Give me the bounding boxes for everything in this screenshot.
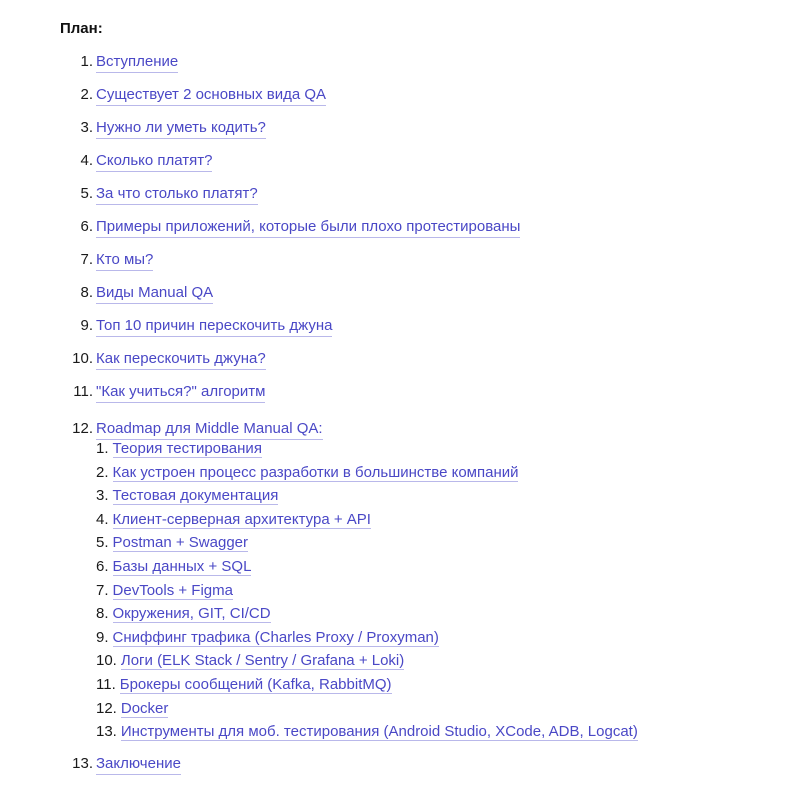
subitem-number: 11. (96, 675, 116, 693)
item-number: 3. (80, 119, 93, 136)
subitem-number: 2. (96, 463, 109, 481)
list-item (0, 349, 800, 382)
sublist-item (0, 533, 800, 557)
subitem-number: 10. (96, 652, 117, 670)
sublist-item (0, 463, 800, 487)
list-item (0, 250, 800, 283)
plan-list (0, 52, 800, 787)
item-link-bad-apps[interactable]: Примеры приложений, которые были плохо протестированы (96, 217, 520, 238)
sublist-item (0, 628, 800, 652)
item-link-intro[interactable]: Вступление (96, 52, 178, 73)
sublist-item (0, 581, 800, 605)
sublist-item (0, 722, 800, 746)
list-item (0, 316, 800, 349)
sublist-item (0, 439, 800, 463)
item-number: 6. (80, 218, 93, 235)
item-number: 1. (80, 53, 93, 70)
subitem-link-traffic-sniffing[interactable]: Сниффинг трафика (Charles Proxy / Proxyman) (112, 628, 439, 646)
subitem-number: 7. (96, 581, 109, 599)
item-link-how-skip-junior[interactable]: Как перескочить джуна? (96, 349, 266, 370)
subitem-link-logs[interactable]: Логи (ELK Stack / Sentry / Grafana + Loki) (120, 652, 405, 670)
sublist-item (0, 651, 800, 675)
list-item (0, 184, 800, 217)
subitem-link-message-brokers[interactable]: Брокеры сообщений (Kafka, RabbitMQ) (119, 675, 392, 693)
subitem-link-mobile-tools[interactable]: Инструменты для моб. тестирования (Android Studio, XCode, ADB, Logcat) (120, 723, 638, 741)
list-item (0, 754, 800, 787)
subitem-link-postman-swagger[interactable]: Postman + Swagger (112, 534, 249, 552)
list-item (0, 217, 800, 250)
subitem-link-docker[interactable]: Docker (120, 699, 169, 717)
subitem-link-test-docs[interactable]: Тестовая документация (112, 487, 279, 505)
item-number: 13. (72, 754, 93, 772)
item-link-roadmap[interactable]: Roadmap для Middle Manual QA: (96, 419, 323, 440)
subitem-link-environments-git[interactable]: Окружения, GIT, CI/CD (112, 605, 271, 623)
item-number: 11. (73, 383, 93, 400)
subitem-number: 6. (96, 557, 109, 575)
item-number: 12. (72, 420, 93, 437)
item-link-coding[interactable]: Нужно ли уметь кодить? (96, 118, 266, 139)
subitem-number: 12. (96, 699, 117, 717)
item-number: 5. (80, 185, 93, 202)
subitem-number: 4. (96, 510, 109, 528)
sublist-item (0, 486, 800, 510)
list-item (0, 118, 800, 151)
sublist-item (0, 675, 800, 699)
subitem-number: 3. (96, 487, 109, 505)
sublist-item (0, 510, 800, 534)
list-item (0, 382, 800, 415)
subitem-link-databases-sql[interactable]: Базы данных + SQL (112, 557, 252, 575)
item-number: 4. (80, 152, 93, 169)
item-number: 2. (80, 86, 93, 103)
subitem-number: 13. (96, 723, 117, 741)
subitem-link-dev-process[interactable]: Как устроен процесс разработки в большинстве компаний (112, 463, 519, 481)
item-link-salary[interactable]: Сколько платят? (96, 151, 212, 172)
subitem-number: 9. (96, 628, 109, 646)
list-item (0, 85, 800, 118)
item-link-top-10[interactable]: Топ 10 причин перескочить джуна (96, 316, 332, 337)
list-item (0, 283, 800, 316)
item-link-learning-algorithm[interactable]: "Как учиться?" алгоритм (96, 382, 265, 403)
list-item (0, 151, 800, 184)
item-number: 10. (72, 350, 93, 367)
item-link-qa-types[interactable]: Существует 2 основных вида QA (96, 85, 326, 106)
subitem-number: 5. (96, 534, 109, 552)
item-link-who-we-are[interactable]: Кто мы? (96, 250, 153, 271)
item-number: 8. (80, 284, 93, 301)
plan-heading: План: (60, 20, 103, 37)
item-link-conclusion[interactable]: Заключение (96, 754, 181, 775)
item-number: 9. (80, 317, 93, 334)
item-link-manual-qa-types[interactable]: Виды Manual QA (96, 283, 213, 304)
subitem-link-devtools-figma[interactable]: DevTools + Figma (112, 581, 233, 599)
list-item (0, 52, 800, 85)
sublist-item (0, 604, 800, 628)
item-link-why-paid[interactable]: За что столько платят? (96, 184, 258, 205)
subitem-link-client-server[interactable]: Клиент-серверная архитектура + API (112, 510, 371, 528)
subitem-link-testing-theory[interactable]: Теория тестирования (112, 440, 262, 457)
sublist-item (0, 699, 800, 723)
list-item (0, 419, 800, 746)
subitem-number: 8. (96, 605, 109, 623)
sublist-item (0, 557, 800, 581)
roadmap-sublist (0, 419, 800, 746)
item-number: 7. (80, 251, 93, 268)
subitem-number: 1. (96, 440, 109, 457)
